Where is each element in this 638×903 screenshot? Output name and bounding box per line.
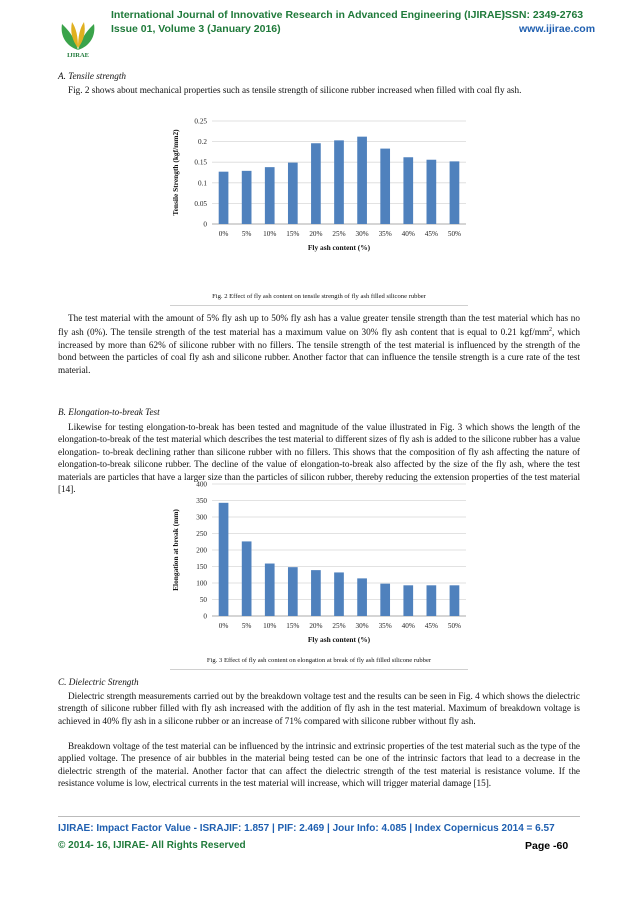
x-tick-label: 15% [286,622,300,630]
x-tick-label: 0% [218,622,229,630]
fig3-divider [170,669,468,670]
x-tick-label: 20% [309,230,323,238]
bar [357,137,367,224]
bar [311,143,321,224]
y-tick-label: 250 [196,530,207,538]
x-tick-label: 20% [309,622,323,630]
bar [380,584,390,616]
x-tick-label: 15% [286,230,300,238]
bar [242,541,252,616]
section-b-heading: B. Elongation-to-break Test [58,407,160,417]
section-a-intro: Fig. 2 shows about mechanical properties such as tensile strength of silicone rubber increased when filled with coal fly ash. [68,85,522,95]
x-tick-label: 30% [355,230,369,238]
x-tick-label: 10% [263,230,277,238]
x-tick-label: 30% [355,622,369,630]
bar [219,503,229,616]
y-tick-label: 0 [203,612,207,621]
issn: ISSN: 2349-2763 [502,9,584,21]
bar [311,570,321,616]
fig3-caption: Fig. 3 Effect of fly ash content on elongation at break of fly ash filled silicone rubber [206,657,432,664]
section-c-text-1: Dielectric strength measurements carried out by the breakdown voltage test and the results can be seen in Fig. 4 which shows the dielectric strength of silicone rubber filled with fly ash increased with the addition of fly ash in the test material. Maximum of breakdown voltage is achieved in 40% fly ash in a silicone rubber or an increase of 71% compared with silicone rubber without fly ash. [58,691,580,726]
fig2-divider [170,305,468,306]
y-tick-label: 350 [196,497,207,505]
bar [380,149,390,224]
y-axis-label: Tensile Strength (kgf/mm2) [171,129,180,216]
x-tick-label: 10% [263,622,277,630]
x-axis-label: Fly ash content (%) [307,635,371,644]
y-tick-label: 50 [199,596,207,604]
section-a-heading: A. Tensile strength [58,71,126,81]
x-tick-label: 25% [332,230,346,238]
y-tick-label: 0.2 [198,138,207,147]
x-tick-label: 45% [424,230,438,238]
page-number: Page -60 [525,840,569,852]
bar [242,171,252,224]
y-tick-label: 0 [203,220,207,229]
bar [334,572,344,616]
y-tick-label: 150 [196,563,207,571]
fig2-chart [168,115,470,258]
x-tick-label: 0% [218,230,229,238]
y-tick-label: 0.05 [194,199,207,208]
y-tick-label: 300 [196,513,207,522]
bar [288,163,298,224]
journal-url[interactable]: www.ijirae.com [519,23,596,35]
x-tick-label: 40% [401,230,415,238]
x-tick-label: 5% [241,622,252,630]
issue-info: Issue 01, Volume 3 (January 2016) [111,23,281,35]
bar [427,585,437,616]
x-tick-label: 25% [332,622,346,630]
bar [288,567,298,616]
bar [450,161,460,224]
bar [403,585,413,616]
bar [334,140,344,224]
footer-rule [58,816,580,817]
journal-title: International Journal of Innovative Research in Advanced Engineering (IJIRAE) [111,9,506,21]
section-a-discussion: The test material with the amount of 5% fly ash up to 50% fly ash has a value greater tensile strength than the test material which has no fly ash (0%). The tensile strength of the test material has a maximum value on 30% fly ash content that is equal to 0.21 kgf/$mm^2$, which increased by more than 62% of silicone rubber with no fillers. The tensile strength of the test material is influenced by the strength of the bond between the particles of coal fly ash and silicone rubber. Another factor that can influence the tensile strength is a cure rate of the test material. [58,313,581,375]
fig2-caption: Fig. 2 Effect of fly ash content on tensile strength of fly ash filled silicone rubber [212,293,426,300]
section-b-text: Likewise for testing elongation-to-break has been tested and magnitude of the value illustrated in Fig. 3 which shows the length of the elongation-to-break of the test material which describes the test material to different sizes of fly ash is added to the silicone rubber has a value elongation- to-break declining rather than silicone rubber with no fillers. This shows that the composition of fly ash affecting the nature of elongation-to-break silicone rubber. The decline of the value of elongation-to-break also affected by the size of the fly ash, where the test materials are particles that have a larger size than the particles of silicon rubber, thereby reducing the extension properties of the test material [14]. [58,422,580,495]
y-tick-label: 0.1 [198,179,207,188]
x-tick-label: 50% [447,230,462,238]
fig3-chart [168,478,470,650]
x-axis-label: Fly ash content (%) [307,243,371,252]
bar [403,157,413,224]
y-tick-label: 100 [196,579,207,588]
section-c-heading: C. Dielectric Strength [58,677,139,687]
x-tick-label: 5% [241,230,252,238]
bar [427,160,437,224]
logo-text: IJIRAE [66,52,90,58]
x-tick-label: 35% [378,622,392,630]
footer-index-info: IJIRAE: Impact Factor Value - ISRAJIF: 1.857 | PIF: 2.469 | Jour Info: 4.085 | Index Copernicus 2014 = 6.57 [58,823,555,834]
journal-logo [52,20,104,58]
x-tick-label: 40% [401,622,415,630]
y-tick-label: 0.15 [194,158,207,167]
y-tick-label: 0.25 [194,117,207,126]
section-c-text-2: Breakdown voltage of the test material can be influenced by the intrinsic and extrinsic properties of the test material such as the type of the applied voltage. The presence of air bubbles in the material being tested can be one of the intrinsic factors that lead to a decrease in the dielectric strength of the material. Another factor that can affect the dielectric strength of the test material is resistance volume. If the resistance volume is low, electrical currents in the test material will increase, which will trigger material damage [15]. [58,741,580,789]
y-tick-label: 400 [196,480,207,489]
bar [219,172,229,224]
x-tick-label: 45% [424,622,438,630]
x-tick-label: 35% [378,230,392,238]
y-axis-label: Elongation at break (mm) [171,509,180,591]
bar [357,578,367,616]
bar [265,564,275,616]
footer-copyright: © 2014- 16, IJIRAE- All Rights Reserved [58,840,246,851]
y-tick-label: 200 [196,546,207,555]
x-tick-label: 50% [447,622,462,630]
bar [450,585,460,616]
bar [265,167,275,224]
